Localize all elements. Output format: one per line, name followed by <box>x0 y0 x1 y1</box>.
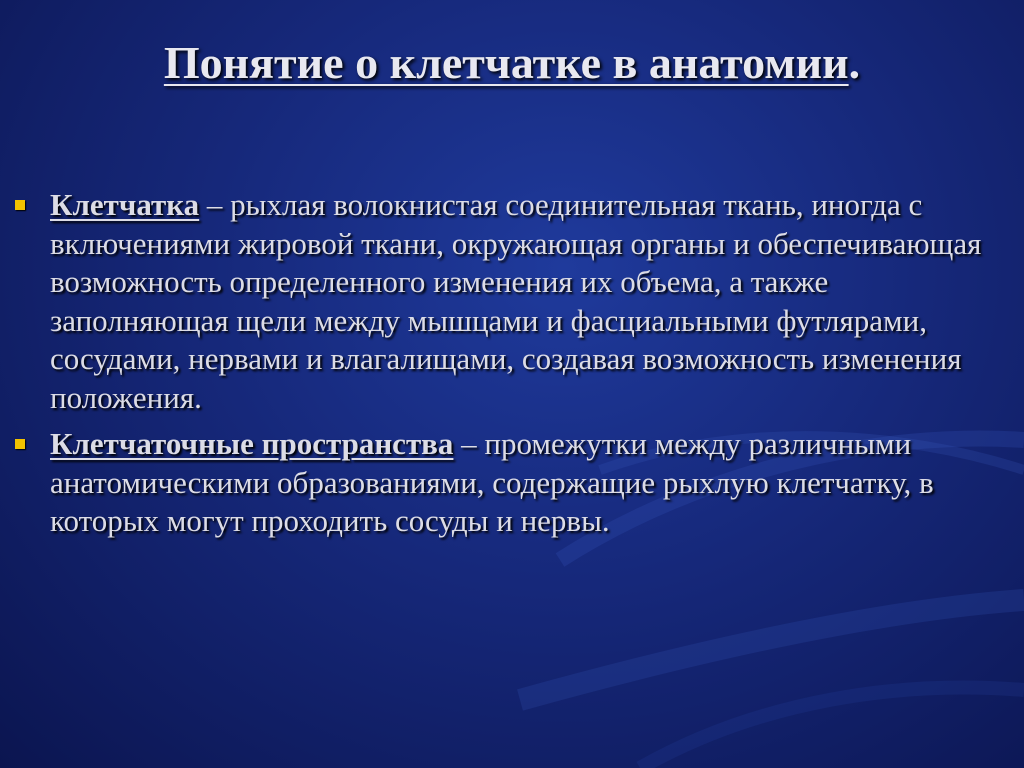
slide-title <box>0 36 1024 89</box>
slide-title-suffix: . <box>848 37 861 88</box>
bullet-item-kletchatka <box>12 186 1012 417</box>
definition-kletchatochnye-prostranstva: – промежутки между различными анатомическими образованиями, содержащие рыхлую клетчатку, в которых могут проходить сосуды и нервы. <box>50 426 934 538</box>
bullet-item-kletchatochnye-prostranstva <box>12 425 1012 541</box>
term-kletchatochnye-prostranstva: Клетчаточные пространства <box>50 426 454 461</box>
square-bullet-icon <box>15 200 25 210</box>
slide-title-text: Понятие о клетчатке в анатомии <box>163 37 849 88</box>
term-kletchatka: Клетчатка <box>50 187 200 222</box>
square-bullet-icon <box>15 439 25 449</box>
definition-kletchatka: – рыхлая волокнистая соединительная ткань, иногда с включениями жировой ткани, окружающая органы и обеспечивающая возможность определенного изменения их объема, а также заполняющая щели между мышцами и фасциальными футлярами, сосудами, нервами и влагалищами, создавая возможность изменения положения. <box>50 187 982 415</box>
bullet-list <box>12 186 1012 549</box>
